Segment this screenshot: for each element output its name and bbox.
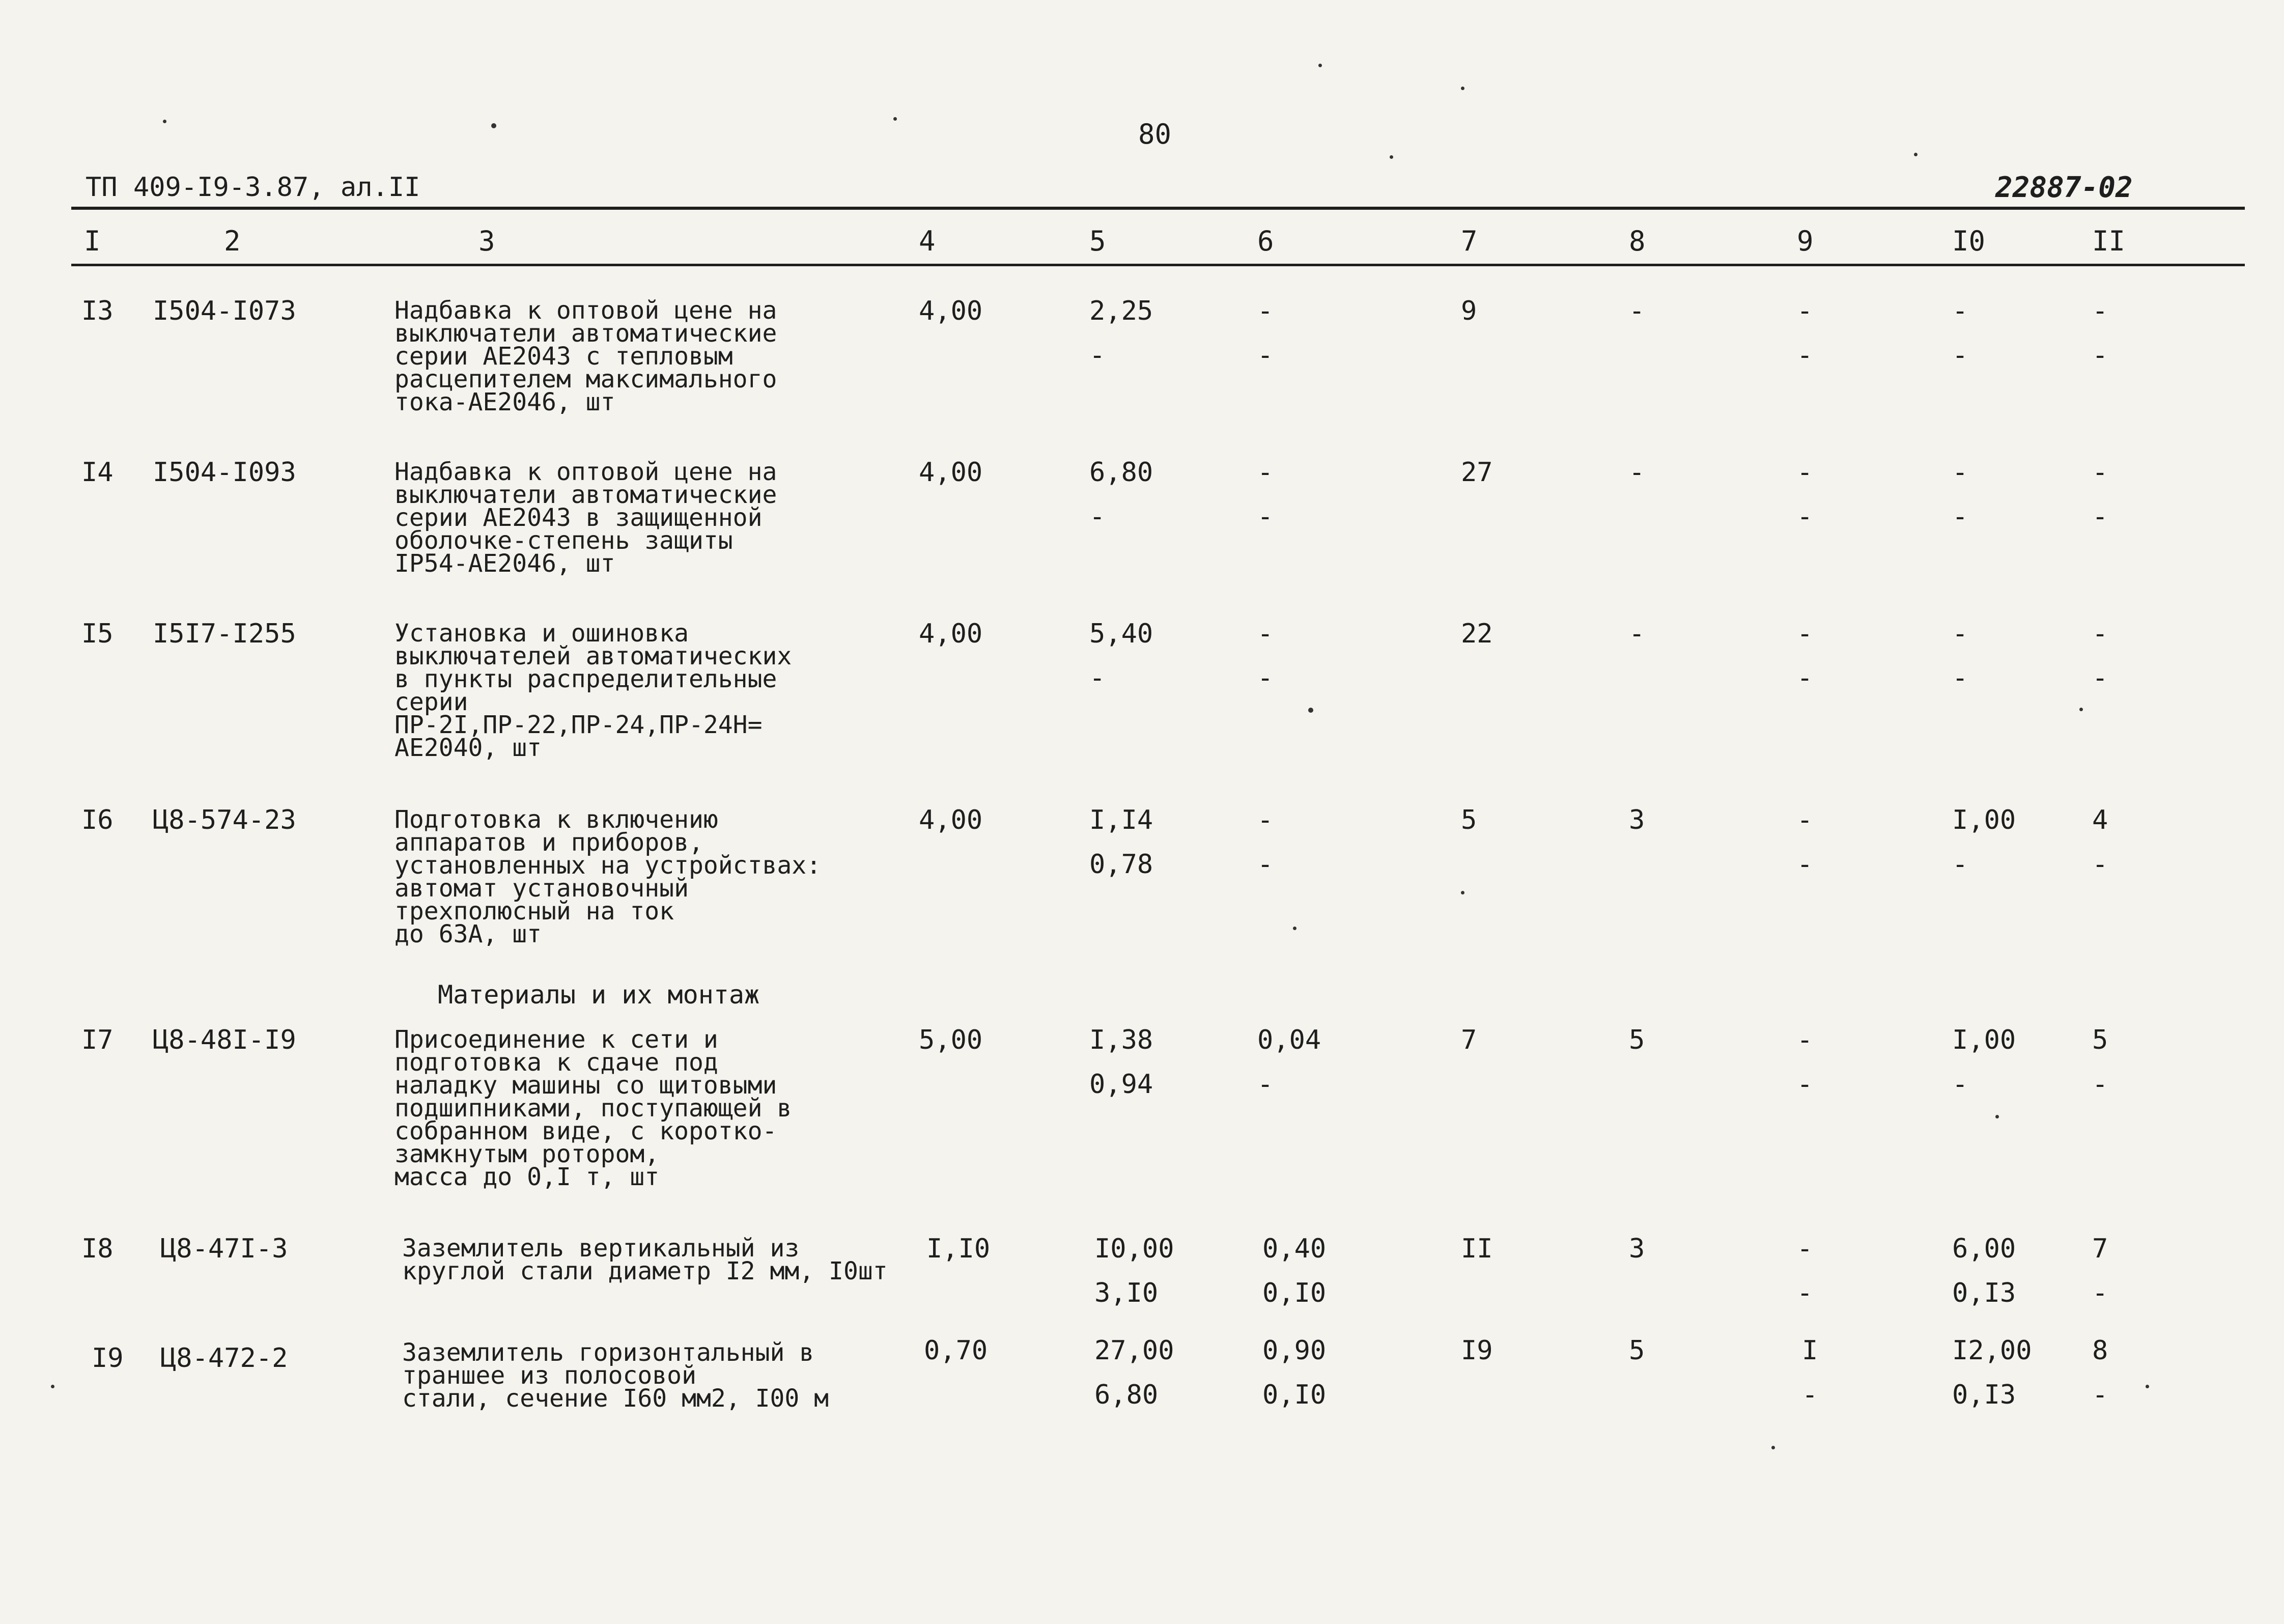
col-11-value: 5 — [2092, 1025, 2108, 1055]
col-8-value: 5 — [1629, 1025, 1645, 1055]
col-7-value: 7 — [1461, 1025, 1477, 1055]
rate-code: Ц8-48I-I9 — [153, 1025, 296, 1055]
col-11-value: - — [2092, 457, 2108, 488]
col-5-subvalue: 3,I0 — [1094, 1278, 1159, 1308]
col-11-value: - — [2092, 296, 2108, 326]
col-6-subvalue: 0,I0 — [1262, 1278, 1327, 1308]
col-11-subvalue: - — [2092, 663, 2108, 693]
col-5-value: I,I4 — [1089, 805, 1153, 835]
row-number: I7 — [81, 1025, 114, 1055]
col-8-value: 3 — [1629, 805, 1645, 835]
col-6-value: - — [1257, 296, 1274, 326]
page-number: 80 — [1138, 118, 1172, 150]
col-10-subvalue: - — [1952, 501, 1968, 532]
col-4-value: 0,70 — [924, 1335, 988, 1366]
col-9-value: I — [1802, 1335, 1818, 1366]
col-header-8: 8 — [1629, 225, 1646, 257]
col-6-subvalue: - — [1257, 849, 1274, 880]
col-7-value: II — [1461, 1234, 1493, 1264]
row-number: I3 — [81, 296, 114, 326]
col-7-value: 9 — [1461, 296, 1477, 326]
col-4-value: 4,00 — [919, 457, 983, 488]
col-header-2: 2 — [224, 225, 241, 257]
col-header-6: 6 — [1257, 225, 1274, 257]
rate-code: I5I7-I255 — [153, 619, 296, 649]
work-description: Подготовка к включению аппаратов и приборов, установленных на устройствах: автомат установочный трехполюсный на ток до 63А, шт — [394, 805, 822, 948]
col-10-value: 6,00 — [1952, 1234, 2016, 1264]
rate-code: Ц8-574-23 — [153, 805, 296, 835]
col-9-subvalue: - — [1797, 1278, 1813, 1308]
col-9-value: - — [1797, 296, 1813, 326]
col-10-subvalue: - — [1952, 1069, 1968, 1100]
col-10-value: - — [1952, 296, 1968, 326]
col-4-value: 4,00 — [919, 619, 983, 649]
row-number: I6 — [81, 805, 114, 835]
col-9-value: - — [1797, 619, 1813, 649]
work-description: Заземлитель вертикальный из круглой стали диаметр I2 мм, I0шт — [402, 1234, 888, 1285]
col-11-subvalue: - — [2092, 849, 2108, 880]
work-description: Надбавка к оптовой цене на выключатели автоматические серии АЕ2043 в защищенной оболочке-степень защиты IP54-АЕ2046, шт — [394, 458, 777, 578]
col-6-value: - — [1257, 457, 1274, 488]
col-10-value: I,00 — [1952, 805, 2016, 835]
header-bottom-rule — [71, 264, 2245, 266]
col-11-subvalue: - — [2092, 1380, 2108, 1410]
col-8-value: - — [1629, 296, 1645, 326]
col-11-subvalue: - — [2092, 1278, 2108, 1308]
col-header-1: I — [84, 225, 101, 257]
row-number: I4 — [81, 457, 114, 488]
col-6-value: 0,90 — [1262, 1335, 1327, 1366]
col-5-subvalue: 6,80 — [1094, 1380, 1159, 1410]
col-7-value: 22 — [1461, 619, 1493, 649]
col-11-value: - — [2092, 619, 2108, 649]
col-10-value: - — [1952, 619, 1968, 649]
col-header-4: 4 — [919, 225, 936, 257]
col-10-value: I2,00 — [1952, 1335, 2032, 1366]
row-number: I5 — [81, 619, 114, 649]
col-header-3: 3 — [478, 225, 495, 257]
col-5-value: I0,00 — [1094, 1234, 1174, 1264]
col-11-subvalue: - — [2092, 340, 2108, 371]
col-10-value: - — [1952, 457, 1968, 488]
section-heading-materials: Материалы и их монтаж — [438, 980, 760, 1010]
col-11-value: 4 — [2092, 805, 2108, 835]
col-5-subvalue: - — [1089, 501, 1106, 532]
col-9-value: - — [1797, 1025, 1813, 1055]
col-6-value: 0,40 — [1262, 1234, 1327, 1264]
col-9-subvalue: - — [1797, 849, 1813, 880]
rate-code: I504-I093 — [153, 457, 296, 488]
col-5-value: 5,40 — [1089, 619, 1153, 649]
rate-code: I504-I073 — [153, 296, 296, 326]
col-7-value: 27 — [1461, 457, 1493, 488]
col-header-5: 5 — [1089, 225, 1106, 257]
col-7-value: 5 — [1461, 805, 1477, 835]
col-5-subvalue: 0,78 — [1089, 849, 1153, 880]
col-6-subvalue: 0,I0 — [1262, 1380, 1327, 1410]
col-8-value: - — [1629, 619, 1645, 649]
col-8-value: 3 — [1629, 1234, 1645, 1264]
row-number: I8 — [81, 1234, 114, 1264]
col-9-value: - — [1797, 805, 1813, 835]
col-5-subvalue: 0,94 — [1089, 1069, 1153, 1100]
col-9-subvalue: - — [1797, 1069, 1813, 1100]
col-9-value: - — [1797, 1234, 1813, 1264]
col-header-9: 9 — [1797, 225, 1814, 257]
col-header-11: II — [2092, 225, 2126, 257]
col-9-value: - — [1797, 457, 1813, 488]
col-5-value: 27,00 — [1094, 1335, 1174, 1366]
col-4-value: 5,00 — [919, 1025, 983, 1055]
col-5-value: 6,80 — [1089, 457, 1153, 488]
col-10-subvalue: 0,I3 — [1952, 1278, 2016, 1308]
col-11-subvalue: - — [2092, 1069, 2108, 1100]
col-6-value: - — [1257, 619, 1274, 649]
col-6-subvalue: - — [1257, 1069, 1274, 1100]
col-5-value: 2,25 — [1089, 296, 1153, 326]
header-top-rule — [71, 207, 2245, 210]
col-10-subvalue: - — [1952, 849, 1968, 880]
col-6-subvalue: - — [1257, 501, 1274, 532]
stamp-number: 22887-02 — [1995, 171, 2133, 204]
col-8-value: 5 — [1629, 1335, 1645, 1366]
col-9-subvalue: - — [1802, 1380, 1818, 1410]
rate-code: Ц8-47I-3 — [160, 1234, 288, 1264]
work-description: Заземлитель горизонтальный в траншее из полосовой стали, сечение I60 мм2, I00 м — [402, 1338, 829, 1413]
col-5-value: I,38 — [1089, 1025, 1153, 1055]
work-description: Присоединение к сети и подготовка к сдаче под наладку машины со щитовыми подшипниками, поступающей в собранном виде, с коротко- замкнутым ротором, масса до 0,I т, шт — [394, 1025, 792, 1191]
col-header-10: I0 — [1952, 225, 1986, 257]
col-10-value: I,00 — [1952, 1025, 2016, 1055]
col-11-subvalue: - — [2092, 501, 2108, 532]
col-11-value: 7 — [2092, 1234, 2108, 1264]
work-description: Надбавка к оптовой цене на выключатели автоматические серии АЕ2043 с тепловым расцепителем максимального тока-АЕ2046, шт — [394, 296, 777, 416]
col-10-subvalue: - — [1952, 663, 1968, 693]
work-description: Установка и ошиновка выключателей автоматических в пункты распределительные серии ПР-2I,ПР-22,ПР-24,ПР-24Н= АЕ2040, шт — [394, 619, 792, 762]
col-9-subvalue: - — [1797, 501, 1813, 532]
col-9-subvalue: - — [1797, 663, 1813, 693]
col-10-subvalue: 0,I3 — [1952, 1380, 2016, 1410]
col-9-subvalue: - — [1797, 340, 1813, 371]
col-header-7: 7 — [1461, 225, 1478, 257]
col-4-value: 4,00 — [919, 805, 983, 835]
col-6-value: 0,04 — [1257, 1025, 1321, 1055]
col-5-subvalue: - — [1089, 340, 1106, 371]
col-4-value: 4,00 — [919, 296, 983, 326]
rate-code: Ц8-472-2 — [160, 1343, 288, 1374]
col-11-value: 8 — [2092, 1335, 2108, 1366]
col-6-value: - — [1257, 805, 1274, 835]
document-code: ТП 409-I9-3.87, ал.II — [86, 172, 420, 203]
col-5-subvalue: - — [1089, 663, 1106, 693]
col-6-subvalue: - — [1257, 663, 1274, 693]
col-6-subvalue: - — [1257, 340, 1274, 371]
row-number: I9 — [92, 1343, 124, 1374]
col-10-subvalue: - — [1952, 340, 1968, 371]
col-8-value: - — [1629, 457, 1645, 488]
col-4-value: I,I0 — [926, 1234, 991, 1264]
col-7-value: I9 — [1461, 1335, 1493, 1366]
